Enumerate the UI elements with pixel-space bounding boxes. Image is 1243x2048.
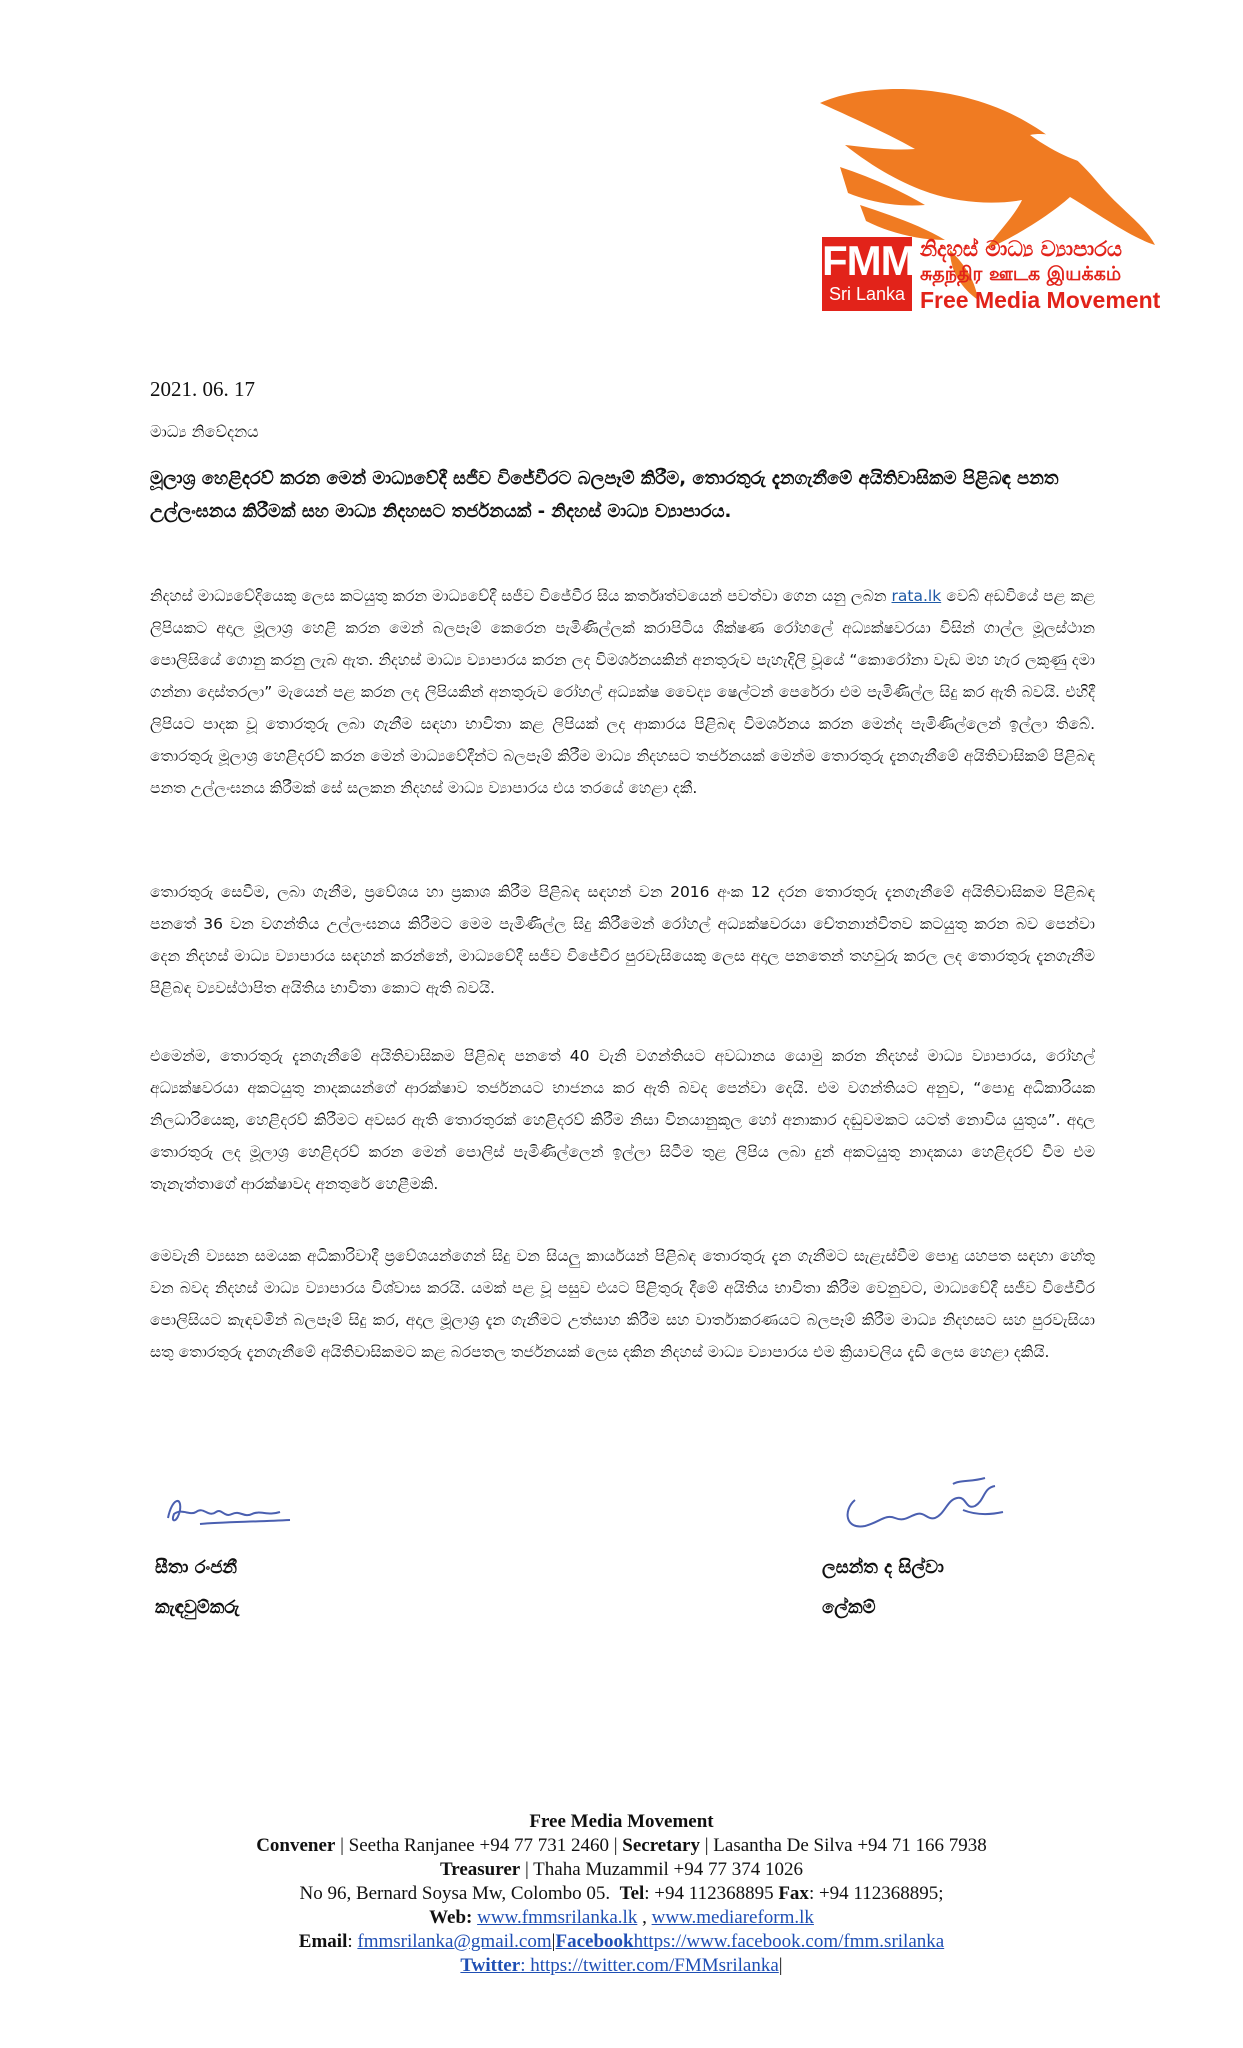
paragraph-3: එමෙන්ම, තොරතුරු දැනගැනීමේ අයිතිවාසිකම පිළිබඳ පනතේ 40 වැනි වගන්තියට අවධානය යොමු කරන නිදහස් මාධ්‍ය ව්‍යාපාරය, රෝහල් අධ්‍යක්ෂවරයා අකටයුතු නාදකයන්ගේ ආරක්ෂාව තර්ජනයට භාජනය කර ඇති බවද පෙන්වා දෙයි. එම වගන්තියට අනුව, “පොදු අධිකාරියක නිලධාරියෙකු, හෙළිදරව් කිරීමට අවසර ඇති තොරතුරක් හෙළිදරව් කිරීම නිසා විනයානුකූල හෝ අනාකාර දඬුවමකට යටත් නොවිය යුතුය”. අදාල තොරතුරු ලද මූලාශ්‍ර හෙළිදරව් කරන මෙන් පොලිස් පැමිණිල්ලෙන් ඉල්ලා සිටීම තුළ ලිපිය ලබා දුන් අකටයුතු නාදකයා හෙළිදරව් වීම එම තැනැත්තාගේ ආරක්ෂාවද අනතුරේ හෙළීමකි. [150,1047,1095,1193]
paragraph-2: තොරතුරු සෙවීම, ලබා ගැනීම, ප්‍රවේශය හා ප්‍රකාශ කිරීම පිළිබඳ සඳහන් වන 2016 අංක 12 දරන තොරතුරු දැනගැනීමේ අයිතිවාසිකම පිළිබඳ පනතේ 36 වන වගන්තිය උල්ලංඝනය කිරීමට මෙම පැමිණිල්ල සිදු කිරීමෙන් රෝහල් අධ්‍යක්ෂවරයා චේතනාන්විතව කටයුතු කරන බව පෙන්වා දෙන නිදහස් මාධ්‍ය ව්‍යාපාරය සඳහන් කරන්නේ, මාධ්‍යවේදී සජීව විජේවීර පුරවැසියෙකු ලෙස අදාල පනතෙන් තහවුරු කරල ලද තොරතුරු දැනගැනීම පිළිබඳ ව්‍යවස්ථාපිත අයිතිය භාවිතා කොට ඇති බවයි. [150,883,1095,997]
rata-lk-link[interactable]: rata.lk [891,587,942,605]
paragraph-1-lead: නිදහස් මාධ්‍යවේදියෙකු ලෙස කටයුතු කරන මාධ්‍යවේදී සජීව විජේවීර සිය කර්තෘත්වයෙන් පවත්වා ගෙන යනු ලබන [150,587,892,605]
facebook-label: Facebook [555,1931,634,1952]
press-release-headline: මූලාශ්‍ර හෙළිදරව් කරන මෙන් මාධ්‍යවේදී සජීව විජේවීරට බලපෑම් කිරීම, තොරතුරු දැනගැනීමේ අයිතිවාසිකම පිළිබඳ පනත උල්ලංඝනය කිරීමක් සහ මාධ්‍ය නිදහසට තර්ජනයක් - නිදහස් මාධ්‍ය ව්‍යාපාරය. [150,468,1059,522]
secretary-detail: Lasantha De Silva +94 71 166 7938 [713,1835,987,1856]
footer-web-line: Web: www.fmmsrilanka.lk , www.mediareform.lk [429,1907,814,1928]
footer-twitter-line: Twitter: https://twitter.com/FMMsrilanka| [460,1955,783,1976]
logo-mark-sub: Sri Lanka [828,284,906,304]
secretary-label: Secretary [622,1835,700,1856]
footer-treasurer-line: Treasurer | Thaha Muzammil +94 77 374 1026 [440,1859,803,1880]
tel-number: : +94 112368895 [644,1883,774,1904]
letterhead-footer [0,1810,1243,1978]
logo-mark-main: FMM [822,237,915,284]
convener-name: සීතා රංජනී [155,1557,237,1578]
convener-block [155,1548,239,1628]
fax-number: : +94 112368895; [808,1883,944,1904]
secretary-role: ලේකම් [822,1597,876,1618]
web-link-mediareform[interactable]: www.mediareform.lk [651,1907,814,1928]
document-type: මාධ්‍ය නිවේදනය [150,422,259,441]
logo-wordmark [920,236,1180,314]
paragraph-1-rest: වෙබ් අඩවියේ පළ කළ ලිපියකට අදාල මූලාශ්‍ර හෙළි කරන මෙන් බලපෑම් කෙරෙන පැමිණිල්ලක් කරාපිටිය ශික්ෂණ රෝහලේ අධ්‍යක්ෂවරයා විසින් ගාල්ල මූලස්ථාන පොලිසියේ ගොනු කරනු ලැබ ඇත. නිදහස් මාධ්‍ය ව්‍යාපාරය කරන ලද විමර්ශනයකින් අනතුරුව පැහැදිලි වූයේ “කොරෝනා වැඩ මහ හැර ලකුණු දමා ගන්නා දොස්තරලා” මැයෙන් පළ කරන ලද ලිපියකින් අනතුරුව රෝහල් අධ්‍යක්ෂ වෛද්‍ය ෂෙල්ටන් පෙරේරා එම පැමිණිල්ල සිදු කර ඇති බවයි. එහිදී ලිපියට පාදක වූ තොරතුරු ලබා ගැනීම සඳහා භාවිතා කළ ලිපියක් ලද ආකාරය පිළිබඳ විමර්ශනය කරන මෙන්ද පැමිණිල්ලෙන් ඉල්ලා තිබේ. තොරතුරු මූලාශ්‍ර හෙළිදරව් කරන මෙන් මාධ්‍යවේදීන්ට බලපෑම් කිරීම මාධ්‍ය නිදහසට තර්ජනයක් මෙන්ම තොරතුරු දැනගැනීමේ අයිතිවාසිකම් පිළිබඳ පනත උල්ලංඝනය කිරීමක් සේ සලකන නිදහස් මාධ්‍ය ව්‍යාපාරය එය තරයේ හෙළා දකී. [150,587,1095,797]
web-link-fmm[interactable]: www.fmmsrilanka.lk [477,1907,638,1928]
tel-label: Tel [619,1883,645,1904]
footer-contact-line: Email: fmmsrilanka@gmail.com|Facebookhttps://www.facebook.com/fmm.srilanka [298,1931,945,1952]
footer-address-line [0,1882,1243,1906]
web-label: Web: [429,1907,473,1928]
secretary-signature [835,1470,1015,1542]
document-date: 2021. 06. 17 [150,377,255,401]
treasurer-label: Treasurer [440,1859,521,1880]
fax-label: Fax [778,1883,809,1904]
convener-detail: Seetha Ranjanee +94 77 731 2460 [348,1835,609,1856]
logo-sinhala-name: නිදහස් මාධ්‍ය ව්‍යාපාරය [920,237,1122,261]
twitter-label: Twitter [460,1955,521,1976]
paragraph-1 [150,580,1095,804]
twitter-link[interactable]: : https://twitter.com/FMMsrilanka [520,1955,779,1976]
email-link[interactable]: fmmsrilanka@gmail.com [357,1931,552,1952]
secretary-name: ලසන්ත ද සිල්වා [822,1557,944,1578]
convener-signature [160,1488,300,1533]
logo-english-name: Free Media Movement [920,287,1161,313]
convener-label: Convener [256,1835,336,1856]
secretary-block [822,1548,944,1628]
footer-officers-line: Convener | Seetha Ranjanee +94 77 731 2460 | Secretary | Lasantha De Silva +94 71 166 7938 [256,1835,987,1856]
logo-tamil-name: சுதந்திர ஊடக இயக்கம் [920,263,1122,285]
convener-role: කැඳවුම්කරු [155,1597,240,1618]
treasurer-detail: Thaha Muzammil +94 77 374 1026 [533,1859,803,1880]
footer-org-name: Free Media Movement [529,1811,714,1832]
email-label: Email [298,1931,348,1952]
address: No 96, Bernard Soysa Mw, Colombo 05. [299,1883,611,1904]
facebook-link[interactable]: https://www.facebook.com/fmm.srilanka [633,1931,945,1952]
paragraph-4: මෙවැනි ව්‍යසන සමයක අධිකාරිවාදී ප්‍රවේශයන්ගෙන් සිදු වන සියලු කාර්යයන් පිළිබඳ තොරතුරු දැන ගැනීමට සැළැස්වීම පොදු යහපත සඳහා හේතු වන බවද නිදහස් මාධ්‍ය ව්‍යාපාරය විශ්වාස කරයි. යමක් පළ වූ පසුව එයට පිළිතුරු දීමේ අයිතිය භාවිතා කිරීම වෙනුවට, මාධ්‍යවේදී සජීව විජේවීර පොලිසියට කැඳවමින් බලපෑම් සිදු කර, අදාල මූලාශ්‍ර දැන ගැනීමට උත්සාහ කිරීම සහ වාර්තාකරණයට බලපෑම් කිරීම මාධ්‍ය නිදහසට සහ පුරවැසියා සතු තොරතුරු දැනගැනීමේ අයිතිවාසිකමට කළ බරපතල තර්ජනයක් ලෙස දකින නිදහස් මාධ්‍ය ව්‍යාපාරය එම ක්‍රියාවලිය දැඩි ලෙස හෙළා දකියි. [150,1247,1095,1361]
fmm-logo-badge [822,237,915,311]
